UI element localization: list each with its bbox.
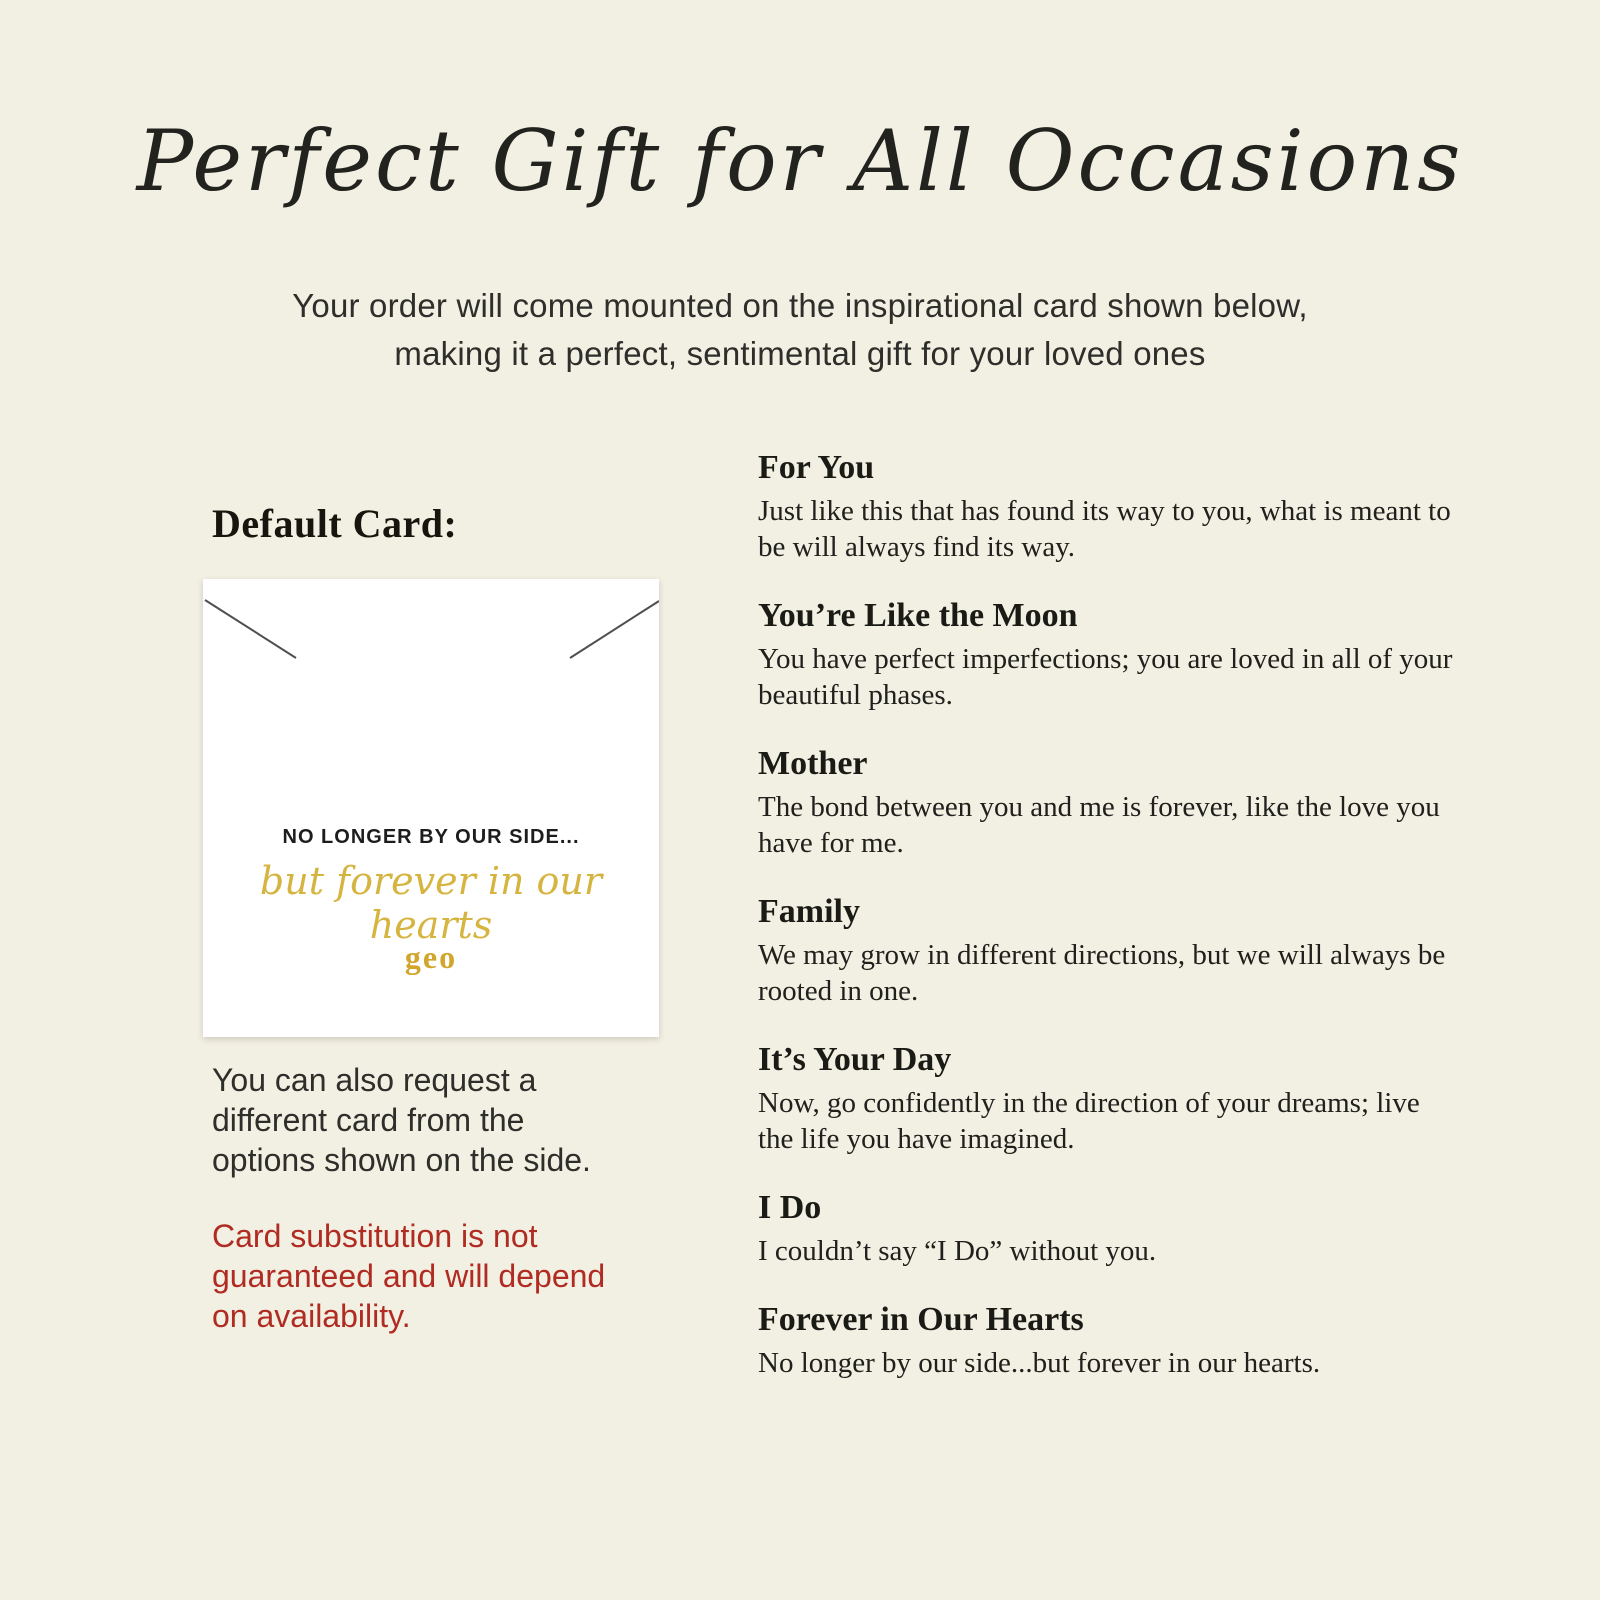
option-title: It’s Your Day (758, 1041, 952, 1078)
option-description: Just like this that has found its way to you, what is meant to be will always find its way. (758, 495, 1451, 563)
card-option-mother (758, 744, 1458, 861)
request-note (212, 1060, 591, 1180)
option-title: Family (758, 893, 860, 930)
card-headline: NO LONGER BY OUR SIDE... (282, 826, 580, 848)
card-brand-logo: geo (404, 939, 458, 975)
option-description: No longer by our side...but forever in our hearts. (758, 1347, 1321, 1379)
subtitle-line-1: Your order will come mounted on the inspirational card shown below, (292, 287, 1308, 324)
warning-line-1: Card substitution is not (212, 1218, 538, 1254)
card-option-i-do (758, 1188, 1458, 1269)
option-title: I Do (758, 1189, 822, 1226)
card-option-forever-in-our-hearts (758, 1300, 1458, 1381)
warning-line-2: guaranteed and will depend (212, 1258, 606, 1294)
option-title: You’re Like the Moon (758, 597, 1078, 634)
card-option-for-you (758, 448, 1458, 565)
warning-line-3: on availability. (212, 1298, 411, 1334)
option-description: You have perfect imperfections; you are loved in all of your beautiful phases. (758, 643, 1453, 711)
card-script-line: but forever in our hearts (259, 859, 603, 947)
option-description: Now, go confidently in the direction of your dreams; live the life you have imagined. (758, 1087, 1420, 1155)
option-description: I couldn’t say “I Do” without you. (758, 1235, 1157, 1267)
request-note-line-1: You can also request a (212, 1062, 537, 1098)
card-option-youre-like-the-moon (758, 596, 1458, 713)
default-card-label: Default Card: (212, 501, 458, 546)
page-subtitle (0, 282, 1600, 378)
card-option-family (758, 892, 1458, 1009)
card-options-list (758, 448, 1458, 1412)
substitution-warning (212, 1216, 605, 1336)
option-title: Forever in Our Hearts (758, 1301, 1084, 1338)
subtitle-line-2: making it a perfect, sentimental gift for your loved ones (394, 335, 1206, 372)
option-description: We may grow in different directions, but we will always be rooted in one. (758, 939, 1446, 1007)
request-note-line-2: different card from the (212, 1102, 525, 1138)
page-title: Perfect Gift for All Occasions (136, 112, 1464, 210)
option-title: For You (758, 449, 875, 486)
default-card-image (203, 579, 659, 1037)
request-note-line-3: options shown on the side. (212, 1142, 591, 1178)
option-title: Mother (758, 745, 868, 782)
card-option-its-your-day (758, 1040, 1458, 1157)
option-description: The bond between you and me is forever, like the love you have for me. (758, 791, 1440, 859)
